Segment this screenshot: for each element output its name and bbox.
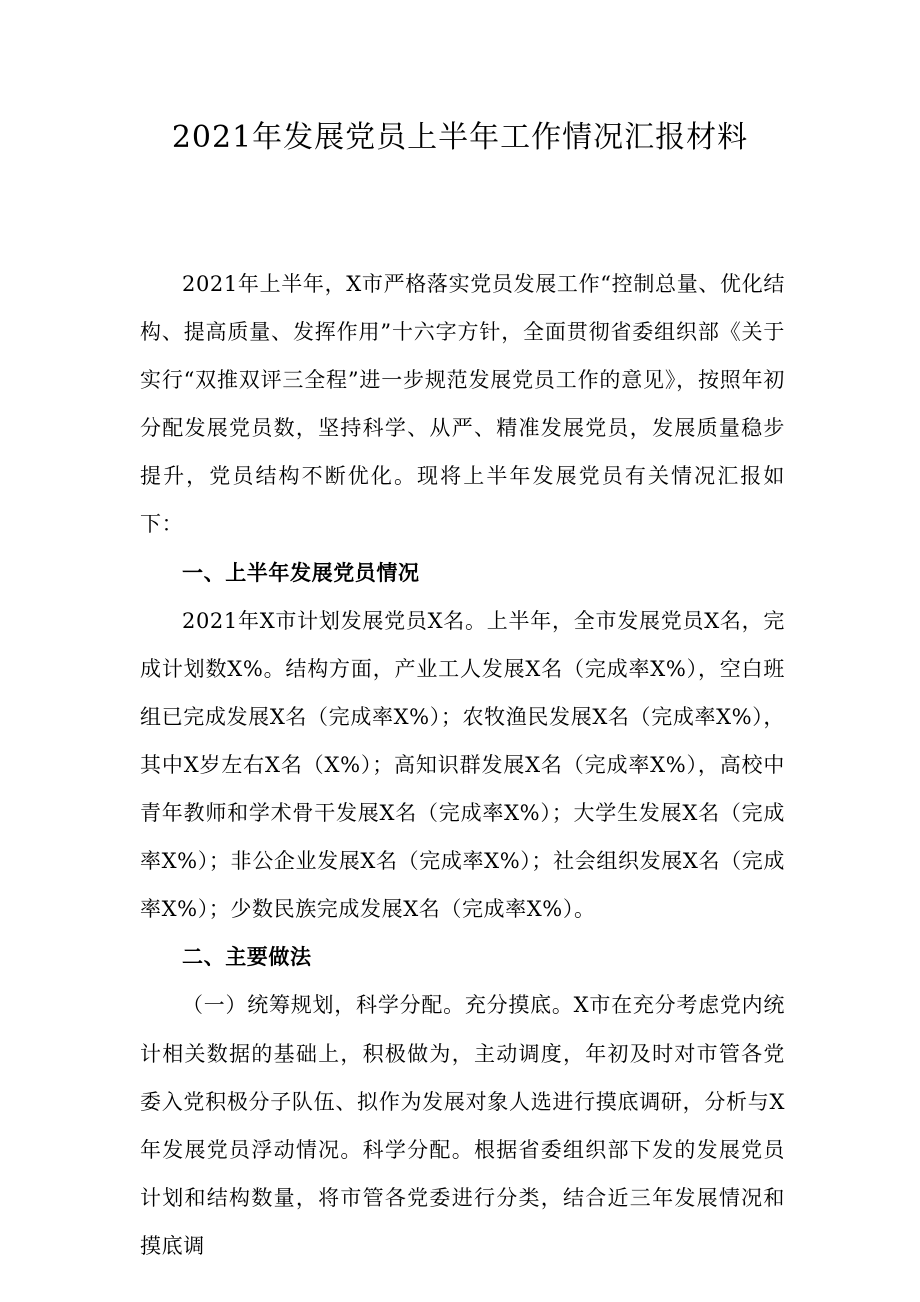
document-title: 2021年发展党员上半年工作情况汇报材料 xyxy=(171,120,749,155)
section-heading-1: 一、上半年发展党员情况 xyxy=(182,560,420,585)
document-body xyxy=(140,260,785,1270)
section-1-paragraph: 2021年X市计划发展党员X名。上半年，全市发展党员X名，完成计划数X%。结构方面，产业工人发展X名（完成率X%），空白班组已完成发展X名（完成率X%）；农牧渔民发展X名（完成率X%），其中X岁左右X名（X%）；高知识群发展X名（完成率X%），高校中青年教师和学术骨干发展X名（完成率X%）；大学生发展X名（完成率X%）；非公企业发展X名（完成率X%）；社会组织发展X名（完成率X%）；少数民族完成发展X名（完成率X%）。 xyxy=(140,608,785,922)
section-heading-2: 二、主要做法 xyxy=(182,945,312,970)
intro-paragraph: 2021年上半年，X市严格落实党员发展工作“控制总量、优化结构、提高质量、发挥作用”十六字方针，全面贯彻省委组织部《关于实行“双推双评三全程”进一步规范发展党员工作的意见》，按照年初分配发展党员数，坚持科学、从严、精准发展党员，发展质量稳步提升，党员结构不断优化。现将上半年发展党员有关情况汇报如下： xyxy=(140,272,785,537)
section-2-paragraph: （一）统筹规划，科学分配。充分摸底。X市在充分考虑党内统计相关数据的基础上，积极做为，主动调度，年初及时对市管各党委入党积极分子队伍、拟作为发展对象人选进行摸底调研，分析与X年发展党员浮动情况。科学分配。根据省委组织部下发的发展党员计划和结构数量，将市管各党委进行分类，结合近三年发展情况和摸底调 xyxy=(140,993,785,1258)
